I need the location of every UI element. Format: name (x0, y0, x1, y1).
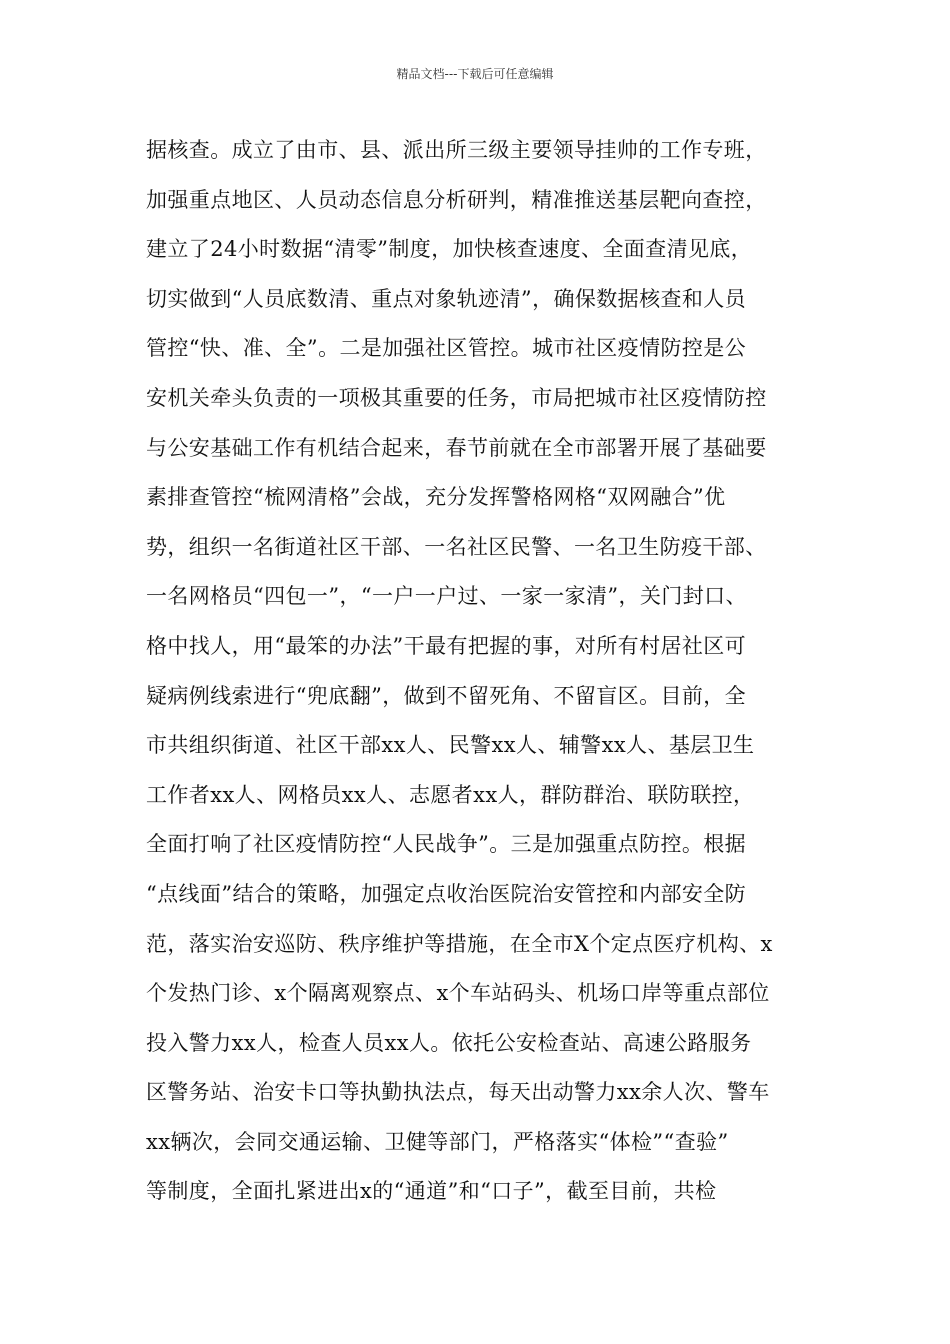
document-body (146, 132, 816, 1223)
text-line: 据核查。成立了由市、县、派出所三级主要领导挂帅的工作专班， (146, 138, 767, 162)
text-line: 疑病例线索进行“兜底翻”，做到不留死角、不留盲区。目前，全 (146, 683, 747, 708)
text-line: 安机关牵头负责的一项极其重要的任务，市局把城市社区疫情防控 (146, 385, 767, 410)
text-line: 区警务站、治安卡口等执勤执法点，每天出动警力xx余人次、警车 (146, 1080, 770, 1105)
text-line: 一名网格员“四包一”，“一户一户过、一家一家清”，关门封口、 (146, 584, 747, 609)
text-line: 与公安基础工作有机结合起来，春节前就在全市部署开展了基础要 (146, 435, 767, 460)
text-line: 投入警力xx人，检查人员xx人。依托公安检查站、高速公路服务 (146, 1030, 752, 1055)
text-line: “点线面”结合的策略，加强定点收治医院治安管控和内部安全防 (146, 881, 747, 906)
text-line: 势，组织一名街道社区干部、一名社区民警、一名卫生防疫干部、 (146, 534, 767, 559)
text-line: 素排查管控“梳网清格”会战，充分发挥警格网格“双网融合”优 (146, 485, 726, 510)
text-line: 加强重点地区、人员动态信息分析研判，精准推送基层靶向查控， (146, 187, 767, 212)
text-line: 全面打响了社区疫情防控“人民战争”。三是加强重点防控。根据 (146, 832, 747, 857)
text-line: 格中找人，用“最笨的办法”干最有把握的事，对所有村居社区可 (146, 633, 747, 658)
text-line: 市共组织街道、社区干部xx人、民警xx人、辅警xx人、基层卫生 (146, 733, 755, 758)
text-line: 工作者xx人、网格员xx人、志愿者xx人，群防群治、联防联控， (146, 782, 755, 807)
text-line: 管控“快、准、全”。二是加强社区管控。城市社区疫情防控是公 (146, 336, 747, 361)
text-line: 个发热门诊、x个隔离观察点、x个车站码头、机场口岸等重点部位 (146, 981, 770, 1006)
text-line: 等制度，全面扎紧进出x的“通道”和“口子”，截至目前，共检 (146, 1179, 717, 1204)
text-line: 切实做到“人员底数清、重点对象轨迹清”，确保数据核查和人员 (146, 286, 747, 311)
text-line: 建立了24小时数据“清零”制度，加快核查速度、全面查清见底， (146, 237, 753, 262)
page-header: 精品文档---下载后可任意编辑 (396, 67, 554, 81)
text-line: 范，落实治安巡防、秩序维护等措施，在全市X个定点医疗机构、x (146, 931, 773, 956)
text-line: xx辆次，会同交通运输、卫健等部门，严格落实“体检”“查验” (146, 1129, 729, 1154)
